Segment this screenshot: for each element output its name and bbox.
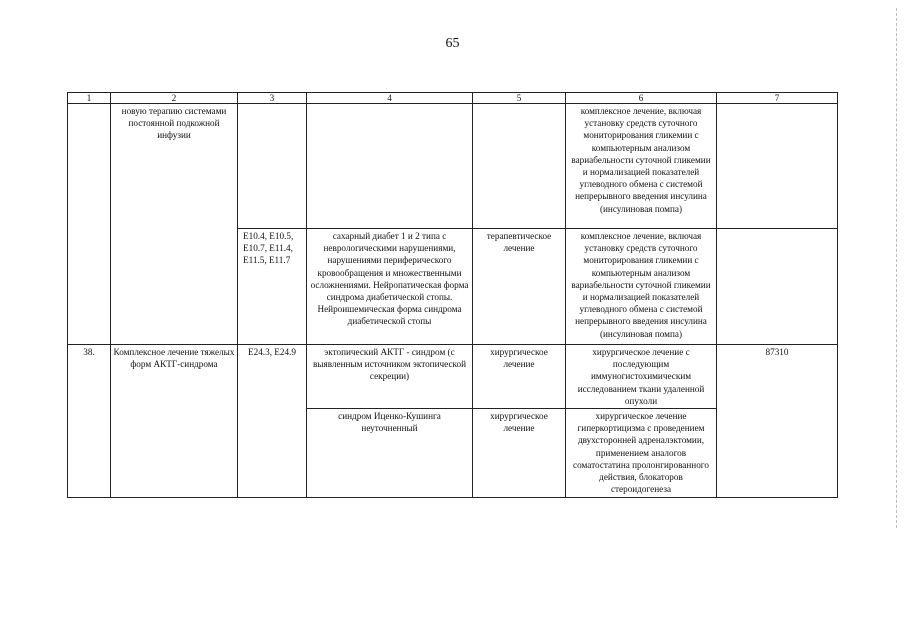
cell-cost xyxy=(717,229,838,345)
cell-treatment-kind xyxy=(473,104,566,229)
table-row xyxy=(68,345,838,409)
header-cell: 7 xyxy=(717,93,838,104)
header-cell: 3 xyxy=(238,93,307,104)
cell-icd-codes: E10.4, E10.5, E10.7, E11.4, E11.5, E11.7 xyxy=(238,229,307,345)
cell-cost: 87310 xyxy=(717,345,838,498)
cell-method: комплексное лечение, включая установку средств суточного мониторирования гликемии с компьютерным анализом вариабельности суточной гликемии и нормализацией показателей углеводного обмена с системой непрерывного введения инсулина (инсулиновая помпа) xyxy=(566,229,717,345)
cell-diagnosis: синдром Иценко-Кушинга неуточненный xyxy=(307,409,473,498)
procedures-table xyxy=(67,92,838,498)
cell-method: хирургическое лечение с последующим иммуногистохимическим исследованием ткани удаленной опухоли xyxy=(566,345,717,409)
cell-icd-codes xyxy=(238,104,307,229)
cell-icd-codes: E24.3, E24.9 xyxy=(238,345,307,498)
header-cell: 2 xyxy=(111,93,238,104)
cell-treatment-type: Комплексное лечение тяжелых форм АКТГ-синдрома xyxy=(111,345,238,498)
cell-treatment-kind: терапевтическое лечение xyxy=(473,229,566,345)
cell-treatment-kind: хирургическое лечение xyxy=(473,409,566,498)
page-number: 65 xyxy=(445,36,460,51)
header-cell: 5 xyxy=(473,93,566,104)
cell-method: хирургическое лечение гиперкортицизма с проведением двухсторонней адреналэктомии, применением аналогов соматостатина пролонгированного действия, блокаторов стероидогенеза xyxy=(566,409,717,498)
header-row xyxy=(68,93,838,104)
cell-method: комплексное лечение, включая установку средств суточного мониторирования гликемии с компьютерным анализом вариабельности суточной гликемии и нормализацией показателей углеводного обмена с системой непрерывного введения инсулина (инсулиновая помпа) xyxy=(566,104,717,229)
header-cell: 4 xyxy=(307,93,473,104)
cell-diagnosis: эктопический АКТГ - синдром (с выявленным источником эктопической секреции) xyxy=(307,345,473,409)
header-cell: 6 xyxy=(566,93,717,104)
cell-diagnosis: сахарный диабет 1 и 2 типа с неврологическими нарушениями, нарушениями периферического кровообращения и множественными осложнениями. Нейропатическая форма синдрома диабетической стопы. Нейроишемическая форма синдрома диабетической стопы xyxy=(307,229,473,345)
table-row xyxy=(68,104,838,229)
scan-edge-artifact xyxy=(893,8,897,528)
cell-treatment-kind: хирургическое лечение xyxy=(473,345,566,409)
cell-treatment-type: новую терапию системами постоянной подкожной инфузии xyxy=(111,104,238,345)
cell-number: 38. xyxy=(68,345,111,498)
cell-cost xyxy=(717,104,838,229)
cell-number xyxy=(68,104,111,345)
header-cell: 1 xyxy=(68,93,111,104)
cell-diagnosis xyxy=(307,104,473,229)
